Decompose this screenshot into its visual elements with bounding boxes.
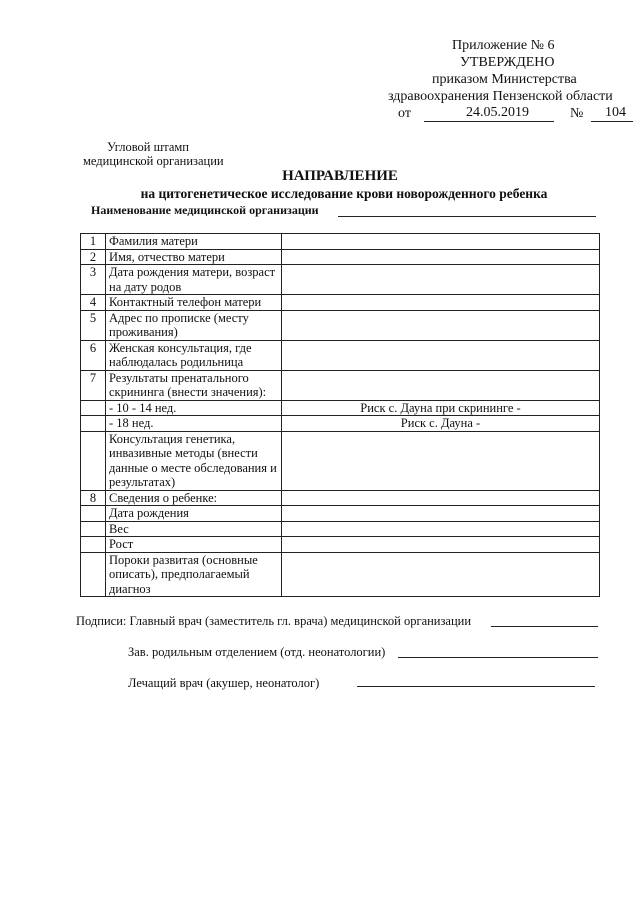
row-number: [81, 400, 106, 416]
row-label: Пороки развитая (основные описать), предполагаемый диагноз: [106, 552, 282, 597]
row-value-field[interactable]: [282, 537, 600, 553]
row-value-field[interactable]: [282, 310, 600, 340]
row-value-field[interactable]: [282, 490, 600, 506]
approved-label: УТВЕРЖДЕНО: [460, 55, 555, 70]
date-underline: [424, 121, 554, 122]
row-label: Женская консультация, где наблюдалась родильница: [106, 340, 282, 370]
row-number: 8: [81, 490, 106, 506]
table-row: [81, 490, 600, 506]
order-date: 24.05.2019: [466, 105, 529, 120]
table-row: [81, 431, 600, 490]
table-row: [81, 249, 600, 265]
signature-maternity-line[interactable]: [398, 657, 598, 658]
signature-prefix: Подписи:: [76, 614, 127, 628]
row-value-field[interactable]: [282, 295, 600, 311]
row-number: [81, 552, 106, 597]
signature-maternity-label: Зав. родильным отделением (отд. неонатологии): [128, 645, 386, 659]
signature-chief: [76, 614, 471, 629]
number-underline: [591, 121, 633, 122]
referral-form-table: [80, 233, 600, 597]
row-number: 2: [81, 249, 106, 265]
row-value-field[interactable]: [282, 431, 600, 490]
order-line2: здравоохранения Пензенской области: [388, 89, 613, 104]
number-label: №: [570, 106, 584, 121]
row-label: Рост: [106, 537, 282, 553]
table-row: [81, 416, 600, 432]
appendix-label: Приложение № 6: [452, 38, 555, 53]
stamp-line2: медицинской организации: [83, 154, 224, 168]
table-row: [81, 506, 600, 522]
from-label: от: [398, 106, 411, 121]
table-row: [81, 234, 600, 250]
table-row: [81, 370, 600, 400]
row-value-field[interactable]: [282, 506, 600, 522]
row-number: [81, 506, 106, 522]
signature-chief-line[interactable]: [491, 626, 598, 627]
row-label: Имя, отчество матери: [106, 249, 282, 265]
row-number: 4: [81, 295, 106, 311]
row-label: Адрес по прописке (месту проживания): [106, 310, 282, 340]
row-number: 6: [81, 340, 106, 370]
row-value-field[interactable]: [282, 249, 600, 265]
table-row: [81, 552, 600, 597]
row-number: 5: [81, 310, 106, 340]
row-number: [81, 416, 106, 432]
row-label: Результаты пренатального скрининга (внести значения):: [106, 370, 282, 400]
order-number: 104: [605, 105, 626, 120]
row-value-field[interactable]: [282, 370, 600, 400]
stamp-line1: Угловой штамп: [107, 140, 190, 154]
table-row: [81, 295, 600, 311]
row-number: 1: [81, 234, 106, 250]
table-row: [81, 400, 600, 416]
row-number: [81, 521, 106, 537]
row-label: - 18 нед.: [106, 416, 282, 432]
row-label: Вес: [106, 521, 282, 537]
table-row: [81, 340, 600, 370]
row-label: - 10 - 14 нед.: [106, 400, 282, 416]
row-label: Дата рождения матери, возраст на дату родов: [106, 265, 282, 295]
signature-attending-line[interactable]: [357, 686, 595, 687]
row-value-field[interactable]: [282, 265, 600, 295]
table-row: [81, 310, 600, 340]
row-label: Консультация генетика, инвазивные методы (внести данные о месте обследования и результатах): [106, 431, 282, 490]
row-label: Дата рождения: [106, 506, 282, 522]
row-label: Контактный телефон матери: [106, 295, 282, 311]
row-number: 7: [81, 370, 106, 400]
org-name-label: Наименование медицинской организации: [91, 203, 319, 217]
order-line1: приказом Министерства: [432, 72, 577, 87]
row-value-field[interactable]: [282, 521, 600, 537]
row-value-field[interactable]: [282, 234, 600, 250]
document-title: НАПРАВЛЕНИЕ: [282, 168, 398, 184]
row-value-field[interactable]: Риск с. Дауна -: [282, 416, 600, 432]
row-number: [81, 431, 106, 490]
row-number: [81, 537, 106, 553]
row-label: Сведения о ребенке:: [106, 490, 282, 506]
row-value-field[interactable]: Риск с. Дауна при скрининге -: [282, 400, 600, 416]
signature-attending-label: Лечащий врач (акушер, неонатолог): [128, 676, 320, 690]
signature-chief-label: Главный врач (заместитель гл. врача) медицинской организации: [129, 614, 472, 628]
table-row: [81, 265, 600, 295]
row-number: 3: [81, 265, 106, 295]
row-value-field[interactable]: [282, 340, 600, 370]
org-name-underline[interactable]: [338, 216, 596, 217]
row-value-field[interactable]: [282, 552, 600, 597]
document-subtitle: на цитогенетическое исследование крови новорожденного ребенка: [140, 186, 548, 201]
table-row: [81, 537, 600, 553]
row-label: Фамилия матери: [106, 234, 282, 250]
table-row: [81, 521, 600, 537]
